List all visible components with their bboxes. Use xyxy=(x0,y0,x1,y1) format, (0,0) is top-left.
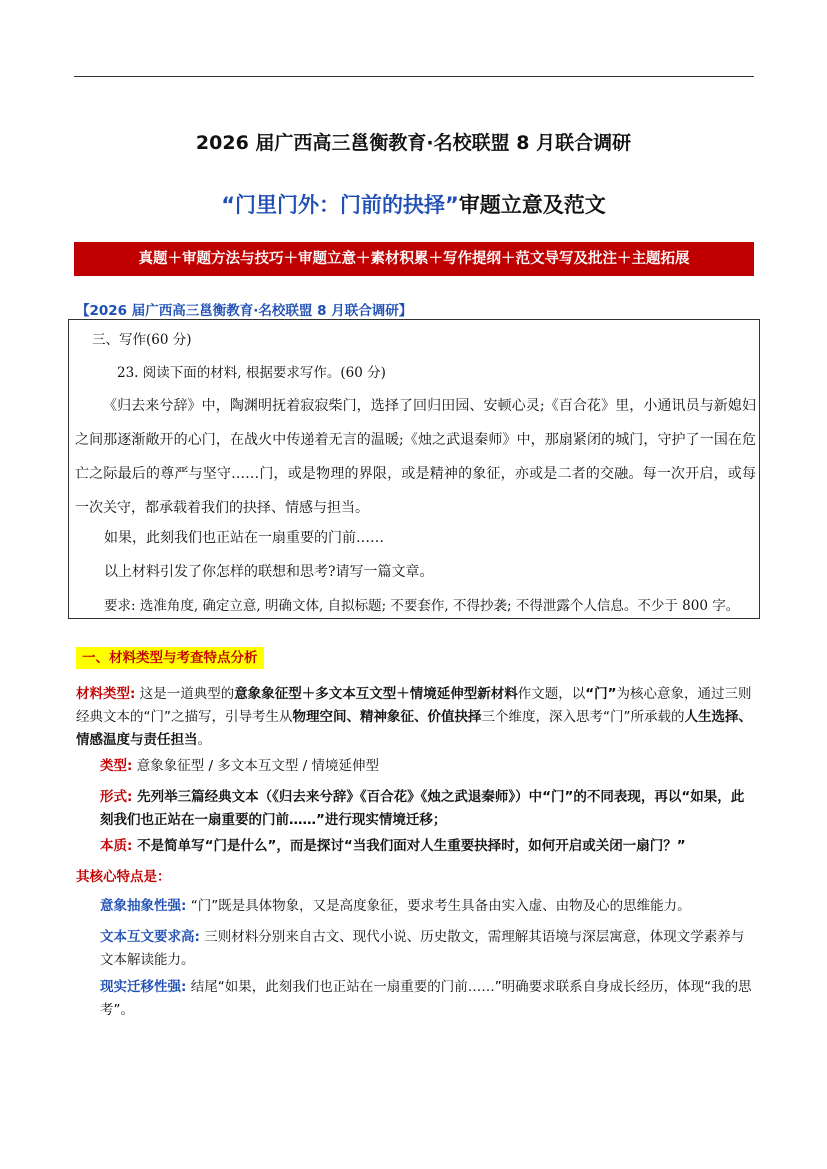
document-subtitle xyxy=(0,189,827,219)
essence-label: 本质: xyxy=(100,838,133,854)
feature-item xyxy=(100,926,756,972)
essence-line xyxy=(100,835,780,858)
form-label: 形式: xyxy=(100,789,133,805)
core-features-label: 其核心特点是： xyxy=(76,869,171,885)
question-prompt-2: 以上材料引发了你怎样的联想和思考?请写一篇文章。 xyxy=(104,564,434,580)
type-text-e: 。 xyxy=(197,732,211,748)
feature-item xyxy=(100,976,756,1022)
subtitle-quote: “门里门外：门前的抉择” xyxy=(221,193,459,217)
question-material: 《归去来兮辞》中，陶渊明抚着寂寂柴门，选择了回归田园、安顿心灵;《百合花》里，小通讯员与新媳妇之间那逐渐敞开的心门，在战火中传递着无言的温暖;《烛之武退秦师》中，那扇紧闭的城门，守护了一国在危亡之际最后的尊严与坚守……门，或是物理的界限，或是精神的象征，亦或是二者的交融。每一次开启，或每一次关守，都承载着我们的抉择、情感与担当。 xyxy=(75,398,756,516)
kind-text: 意象象征型 / 多文本互文型 / 情境延伸型 xyxy=(132,758,379,774)
subtitle-rest: 审题立意及范文 xyxy=(458,193,606,217)
feature-text: 三则材料分别来自古文、现代小说、历史散文，需理解其语境与深层寓意，体现文学素养与文本解读能力。 xyxy=(100,929,745,968)
type-bold-1: 意象象征型＋多文本互文型＋情境延伸型新材料 xyxy=(234,686,518,702)
type-text-d: 三个维度，深入思考“门”所承载的 xyxy=(481,709,685,725)
type-text-c: 为核心意象，通过三则经典文本的“门”之描写，引导考生从 xyxy=(76,686,752,725)
analysis-heading: 一、材料类型与考查特点分析 xyxy=(76,647,264,669)
question-prompt-1: 如果，此刻我们也正站在一扇重要的门前…… xyxy=(104,530,384,546)
type-text-a: 这是一道典型的 xyxy=(135,686,235,702)
question-number: 23. 阅读下面的材料, 根据要求写作。(60 分) xyxy=(117,365,386,381)
form-paragraph xyxy=(100,786,756,832)
kind-line xyxy=(100,755,756,778)
feature-item xyxy=(100,895,756,918)
essence-text: 不是简单写“门是什么”，而是探讨“当我们面对人生重要抉择时，如何开启或关闭一扇门？” xyxy=(132,838,686,854)
feature-text: 结尾“如果，此刻我们也正站在一扇重要的门前……”明确要求联系自身成长经历，体现“我的思考”。 xyxy=(100,979,752,1018)
feature-text: “门”既是具体物象，又是高度象征，要求考生具备由实入虚、由物及心的思维能力。 xyxy=(186,898,691,914)
form-text: 先列举三篇经典文本（《归去来兮辞》《百合花》《烛之武退秦师》）中“门”的不同表现，再以“如果，此刻我们也正站在一扇重要的门前……”进行现实情境迁移； xyxy=(100,789,745,828)
type-bold-3: 物理空间、精神象征、价值抉择 xyxy=(292,709,482,725)
document-title: 2026 届广西高三邕衡教育·名校联盟 8 月联合调研 xyxy=(195,132,632,154)
material-type-paragraph xyxy=(76,683,756,752)
source-label: 【2026 届广西高三邕衡教育·名校联盟 8 月联合调研】 xyxy=(76,303,413,319)
content-banner: 真题＋审题方法与技巧＋审题立意＋素材积累＋写作提纲＋范文导写及批注＋主题拓展 xyxy=(74,242,754,276)
type-bold-2: “门” xyxy=(585,686,617,702)
question-requirements: 要求: 选准角度, 确定立意, 明确文体, 自拟标题; 不要套作, 不得抄袭; 不得泄露个人信息。不少于 800 字。 xyxy=(104,598,740,614)
question-section: 三、写作(60 分) xyxy=(92,332,192,348)
kind-label: 类型: xyxy=(100,758,133,774)
feature-label: 意象抽象性强: xyxy=(100,898,187,914)
type-bold-4: 人生选择、情感温度与责任担当 xyxy=(76,709,752,748)
feature-label: 文本互文要求高: xyxy=(100,929,200,945)
header-rule xyxy=(74,76,754,77)
feature-label: 现实迁移性强: xyxy=(100,979,187,995)
type-text-b: 作文题，以 xyxy=(517,686,586,702)
material-type-label: 材料类型: xyxy=(76,686,136,702)
